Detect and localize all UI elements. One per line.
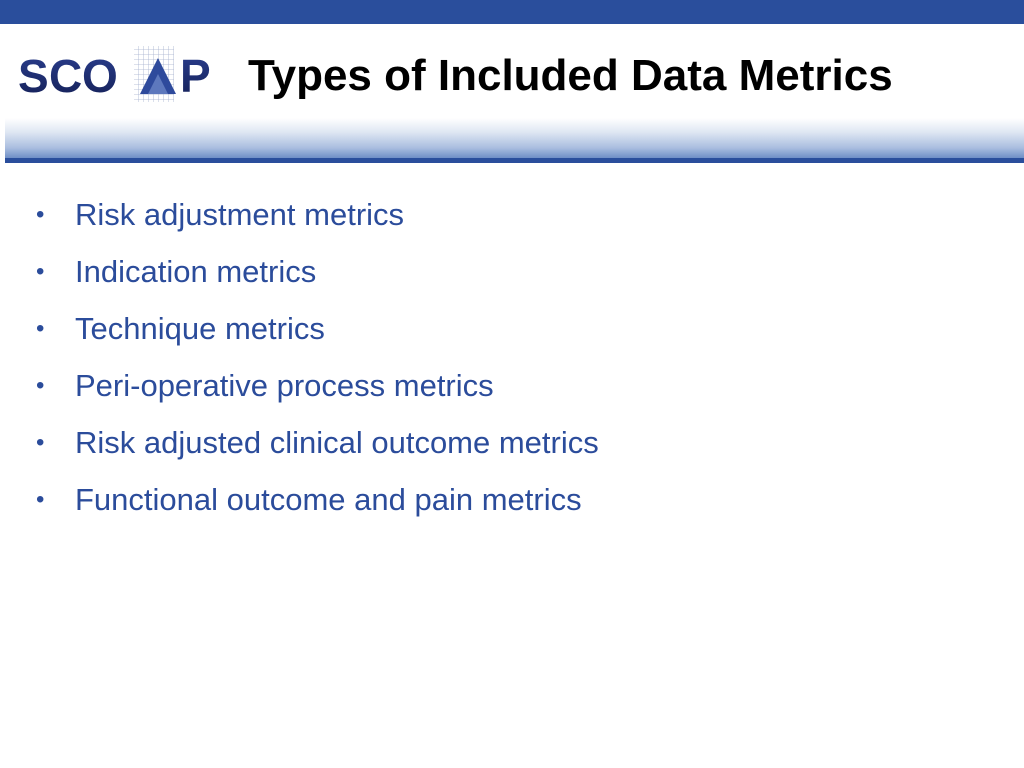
bullet-icon: •: [36, 315, 45, 342]
bullet-text: Risk adjustment metrics: [75, 197, 405, 232]
bullet-text: Indication metrics: [75, 254, 317, 289]
top-accent-bar: [0, 0, 1024, 24]
bullet-text: Technique metrics: [75, 311, 325, 346]
bullet-icon: •: [36, 372, 45, 399]
bullet-icon: •: [36, 429, 45, 456]
svg-text:S: S: [18, 50, 49, 102]
page-title: Types of Included Data Metrics: [248, 51, 893, 100]
svg-text:C: C: [49, 50, 83, 102]
bullet-text: Risk adjusted clinical outcome metrics: [75, 425, 599, 460]
bullet-text: Peri-operative process metrics: [75, 368, 494, 403]
svg-text:O: O: [82, 50, 118, 102]
bullet-text: Functional outcome and pain metrics: [75, 482, 582, 517]
bullet-icon: •: [36, 258, 45, 285]
header-divider-line: [5, 158, 1024, 163]
bullet-icon: •: [36, 486, 45, 513]
scoap-logo: [18, 44, 223, 104]
header-gradient-band: [5, 118, 1024, 158]
svg-text:P: P: [180, 50, 211, 102]
bullet-icon: •: [36, 201, 45, 228]
